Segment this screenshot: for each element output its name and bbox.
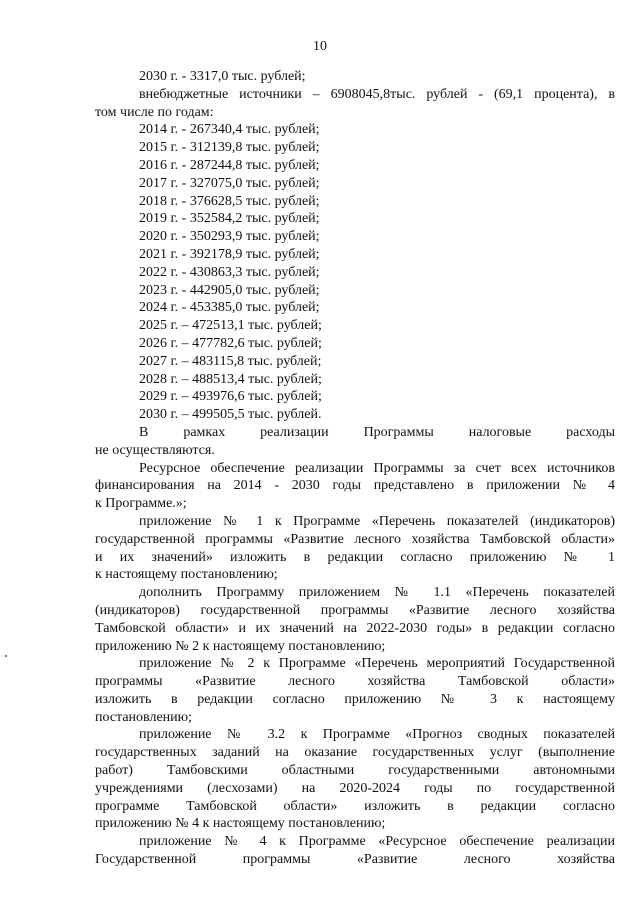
text-line: учреждениями (лесхозами) на 2020-2024 годы по государственной xyxy=(95,780,615,796)
list-item: 2026 г. – 477782,6 тыс. рублей; xyxy=(139,335,322,351)
text-line: том числе по годам: xyxy=(95,104,214,120)
text-line: внебюджетные источники – 6908045,8тыс. рублей - (69,1 процента), в xyxy=(139,86,615,102)
text-line: программе Тамбовской области» изложить в редакции согласно xyxy=(95,798,615,814)
appendix-3-2-paragraph xyxy=(95,726,615,833)
list-item: 2015 г. - 312139,8 тыс. рублей; xyxy=(139,140,320,156)
list-item: 2014 г. - 267340,4 тыс. рублей; xyxy=(139,122,320,138)
text-line: дополнить Программу приложением № 1.1 «Перечень показателей xyxy=(139,585,615,601)
text-line: Тамбовской области» и их значений на 2022-2030 годы» в редакции согласно xyxy=(95,620,615,636)
text-line: к настоящему постановлению; xyxy=(95,567,278,583)
text-line: Ресурсное обеспечение реализации Программы за счет всех источников xyxy=(139,460,615,476)
text-line: (индикаторов) государственной программы «Развитие лесного хозяйства xyxy=(95,602,615,618)
appendix-2-paragraph xyxy=(95,655,615,726)
tax-expenses-paragraph xyxy=(95,424,615,460)
list-item: 2024 г. - 453385,0 тыс. рублей; xyxy=(139,300,320,316)
list-item: 2022 г. - 430863,3 тыс. рублей; xyxy=(139,264,320,280)
text-line: В рамках реализации Программы налоговые расходы xyxy=(139,424,615,440)
scan-speck xyxy=(5,655,7,657)
text-line: постановлению; xyxy=(95,709,193,725)
list-item: 2017 г. - 327075,0 тыс. рублей; xyxy=(139,175,320,191)
list-item: 2018 г. - 376628,5 тыс. рублей; xyxy=(139,193,320,209)
off-budget-paragraph xyxy=(95,86,615,122)
text-line: приложению № 2 к настоящему постановлению; xyxy=(95,638,386,654)
text-line: 2030 г. - 3317,0 тыс. рублей; xyxy=(139,69,306,84)
text-line: изложить в редакции согласно приложению № 3 к настоящему xyxy=(95,691,615,707)
text-line: к Программе.»; xyxy=(95,496,187,512)
text-line: не осуществляются. xyxy=(95,442,215,458)
document-body xyxy=(95,68,615,869)
list-item: 2023 г. - 442905,0 тыс. рублей; xyxy=(139,282,320,298)
text-line: государственных заданий на оказание государственных услуг (выполнение xyxy=(95,745,615,761)
text-line: работ) Тамбовскими областными государственными автономными xyxy=(95,763,615,779)
text-line: финансирования на 2014 - 2030 годы представлено в приложении № 4 xyxy=(95,478,615,494)
text-line: приложение № 3.2 к Программе «Прогноз сводных показателей xyxy=(139,727,615,743)
list-item: 2020 г. - 350293,9 тыс. рублей; xyxy=(139,229,320,245)
text-line: приложение № 4 к Программе «Ресурсное обеспечение реализации xyxy=(139,834,615,850)
appendix-1-1-paragraph xyxy=(95,584,615,655)
page-number: 10 xyxy=(313,39,327,54)
text-line: приложение № 1 к Программе «Перечень показателей (индикаторов) xyxy=(139,513,615,529)
list-item: 2027 г. – 483115,8 тыс. рублей; xyxy=(139,353,322,369)
list-item: 2025 г. – 472513,1 тыс. рублей; xyxy=(139,318,322,334)
appendix-1-paragraph xyxy=(95,513,615,584)
list-item: 2030 г. – 499505,5 тыс. рублей. xyxy=(139,407,322,423)
list-item: 2029 г. – 493976,6 тыс. рублей; xyxy=(139,389,322,405)
text-line: программы «Развитие лесного хозяйства Тамбовской области» xyxy=(95,674,615,690)
list-item: 2019 г. - 352584,2 тыс. рублей; xyxy=(139,211,320,227)
appendix-4-paragraph xyxy=(95,833,615,869)
text-line: приложению № 4 к настоящему постановлению; xyxy=(95,816,386,832)
text-line: Государственной программы «Развитие лесного хозяйства xyxy=(95,852,615,868)
resource-provision-paragraph xyxy=(95,460,615,513)
list-item: 2016 г. - 287244,8 тыс. рублей; xyxy=(139,157,320,173)
list-item: 2021 г. - 392178,9 тыс. рублей; xyxy=(139,246,320,262)
text-line: и их значений» изложить в редакции согласно приложению № 1 xyxy=(95,549,615,565)
text-line: приложение № 2 к Программе «Перечень мероприятий Государственной xyxy=(139,656,615,672)
yearly-amounts-list xyxy=(95,121,615,424)
budget-line-2030 xyxy=(95,68,615,86)
text-line: государственной программы «Развитие лесного хозяйства Тамбовской области» xyxy=(95,531,615,547)
list-item: 2028 г. – 488513,4 тыс. рублей; xyxy=(139,371,322,387)
